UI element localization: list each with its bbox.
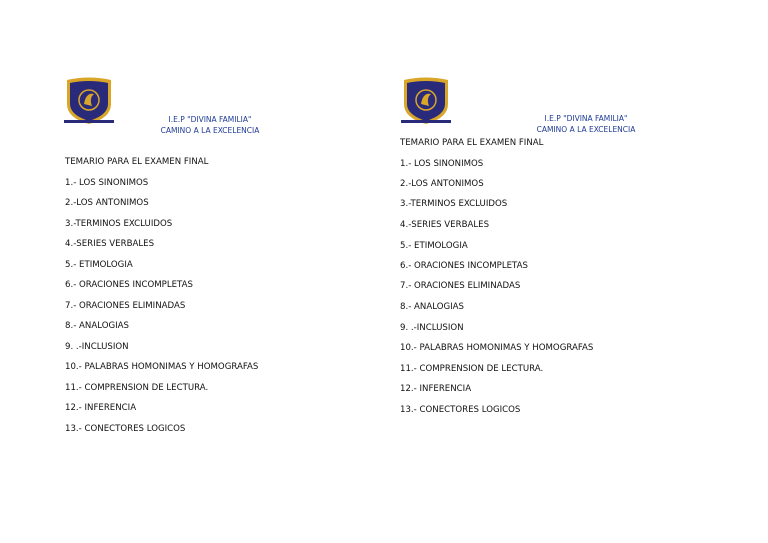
school-motto: CAMINO A LA EXCELENCIA <box>536 125 636 134</box>
list-item: 10.- PALABRAS HOMONIMAS Y HOMOGRAFAS <box>65 362 259 372</box>
list-item: 7.- ORACIONES ELIMINADAS <box>65 301 186 311</box>
list-item: 8.- ANALOGIAS <box>400 302 464 312</box>
list-item: 12.- INFERENCIA <box>65 403 137 413</box>
list-item: 2.-LOS ANTONIMOS <box>400 179 484 189</box>
list-item: 5.- ETIMOLOGIA <box>65 260 133 270</box>
school-header <box>526 113 646 135</box>
list-item: 4.-SERIES VERBALES <box>400 220 490 230</box>
school-header <box>150 114 270 136</box>
school-crest-icon <box>64 76 114 126</box>
list-item: 1.- LOS SINONIMOS <box>400 159 484 169</box>
list-item: 13.- CONECTORES LOGICOS <box>400 405 521 415</box>
list-item: 2.-LOS ANTONIMOS <box>65 198 149 208</box>
school-motto: CAMINO A LA EXCELENCIA <box>160 126 260 135</box>
list-item: 11.- COMPRENSION DE LECTURA. <box>400 364 544 374</box>
list-item: 6.- ORACIONES INCOMPLETAS <box>400 261 528 271</box>
list-item: 5.- ETIMOLOGIA <box>400 241 468 251</box>
list-item: 1.- LOS SINONIMOS <box>65 178 149 188</box>
exam-topics-title: TEMARIO PARA EL EXAMEN FINAL <box>400 138 544 148</box>
school-name: I.E.P "DIVINA FAMILIA" <box>168 115 252 124</box>
list-item: 7.- ORACIONES ELIMINADAS <box>400 281 521 291</box>
school-name: I.E.P "DIVINA FAMILIA" <box>544 114 628 123</box>
list-item: 3.-TERMINOS EXCLUIDOS <box>400 199 508 209</box>
school-crest-icon <box>401 76 451 126</box>
list-item: 12.- INFERENCIA <box>400 384 472 394</box>
list-item: 8.- ANALOGIAS <box>65 321 129 331</box>
exam-topics-title: TEMARIO PARA EL EXAMEN FINAL <box>65 157 209 167</box>
list-item: 13.- CONECTORES LOGICOS <box>65 424 186 434</box>
list-item: 10.- PALABRAS HOMONIMAS Y HOMOGRAFAS <box>400 343 594 353</box>
list-item: 9. .-INCLUSION <box>65 342 129 352</box>
list-item: 11.- COMPRENSION DE LECTURA. <box>65 383 209 393</box>
list-item: 6.- ORACIONES INCOMPLETAS <box>65 280 193 290</box>
list-item: 4.-SERIES VERBALES <box>65 239 155 249</box>
list-item: 9. .-INCLUSION <box>400 323 464 333</box>
list-item: 3.-TERMINOS EXCLUIDOS <box>65 219 173 229</box>
